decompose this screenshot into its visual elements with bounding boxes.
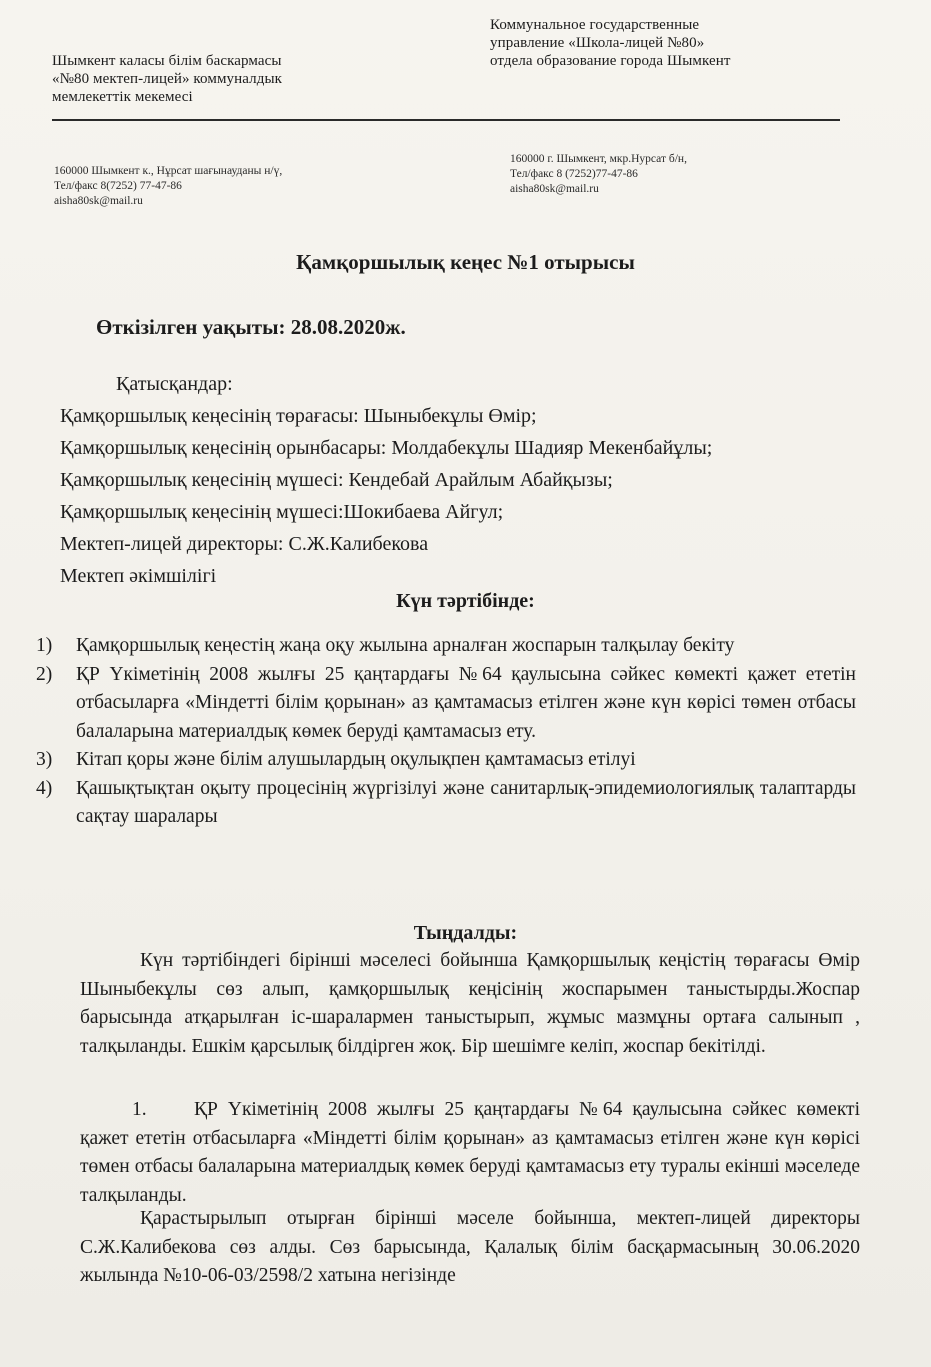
heard-heading: Тыңдалды: (413, 922, 518, 944)
paragraph-text: ҚР Үкіметінің 2008 жылғы 25 қаңтардағы №64 қаулысына сәйкес көмекті қажет ететін отбасыларға «Міндетті білім қорынан» аз қамтамасыз етілген және күн көрісі төмен отбасы балаларына материалдық көмек беруді қамтамасыз ету туралы екінші мәселеде талқыланды. (80, 1099, 860, 1206)
agenda-item-number: 2) (36, 663, 53, 685)
agenda-item (36, 775, 856, 832)
header-left-line: Шымкент каласы білім баскармасы (52, 53, 282, 69)
agenda-item (36, 746, 856, 775)
header-left-line: «№80 мектеп-лицей» коммуналдык (52, 71, 283, 87)
header-right-line: Коммунальное государственные (490, 17, 700, 33)
participant-line: Мектеп әкімшілігі (60, 565, 217, 587)
address-right-line: 160000 г. Шымкент, мкр.Нурсат б/н, (510, 153, 687, 165)
agenda-item (36, 661, 856, 747)
agenda-item-text: Кітап қоры және білім алушылардың оқулықпен қамтамасыз етілуі (76, 749, 636, 770)
paragraph-number: 1. (132, 1099, 147, 1120)
header-kazakh (52, 52, 382, 106)
agenda-item-number: 3) (36, 749, 53, 770)
agenda-item-number: 1) (36, 635, 53, 656)
address-russian (510, 152, 810, 197)
meeting-date: Өткізілген уақыты: 28.08.2020ж. (96, 315, 406, 339)
header-left-line: мемлекеттік мекемесі (52, 89, 193, 105)
agenda-item-text: ҚР Үкіметінің 2008 жылғы 25 қаңтардағы №64 қаулысына сәйкес көмекті қажет ететін отбасыларға «Міндетті білім қорынан» аз қамтамасыз етілген және күн көрісі төмен отбасы балаларына материалдық көмек беруді қамтамасыз ету. (76, 663, 856, 742)
agenda-item-text: Қамқоршылық кеңестің жаңа оқу жылына арналған жоспарын талқылау бекіту (76, 635, 735, 656)
participants-heading: Қатысқандар: (116, 373, 233, 395)
document-title: Қамқоршылық кеңес №1 отырысы (296, 250, 635, 274)
participant-line: Қамқоршылық кеңесінің төрағасы: Шыныбекұлы Өмір; (60, 405, 537, 427)
address-left-line: 160000 Шымкент к., Нұрсат шағынауданы н/ү, (54, 165, 283, 177)
agenda-item (36, 632, 856, 661)
heard-paragraph-2 (80, 1096, 860, 1210)
address-left-email: aisha80sk@mail.ru (54, 195, 143, 207)
header-right-line: управление «Школа-лицей №80» (490, 35, 705, 51)
heard-paragraph-1: Күн тәртібіндегі бірінші мәселесі бойынша Қамқоршылық кеңістің төрағасы Өмір Шыныбекұлы сөз алып, қамқоршылық кеңісінің жоспарымен таныстырды.Жоспар барысында атқарылған іс-шаралармен таныстырып, жұмыс мазмұны ортаға салынып , талқыланды. Ешкім қарсылық білдірген жоқ. Бір шешімге келіп, жоспар бекітілді. (80, 950, 860, 1057)
agenda-item-number: 4) (36, 777, 53, 799)
header-right-line: отдела образование города Шымкент (490, 53, 731, 69)
participant-line: Мектеп-лицей директоры: С.Ж.Калибекова (60, 533, 429, 555)
participant-line: Қамқоршылық кеңесінің орынбасары: Молдабекұлы Шадияр Мекенбайұлы; (60, 437, 713, 459)
participant-line: Қамқоршылық кеңесінің мүшесі:Шокибаева Айгул; (60, 501, 504, 523)
agenda-heading: Күн тәртібінде: (396, 590, 535, 612)
agenda-list (36, 632, 856, 832)
heard-paragraph-3: Қарастырылып отырған бірінші мәселе бойынша, мектеп-лицей директоры С.Ж.Калибекова сөз алды. Сөз барысында, Қалалық білім басқармасының 30.06.2020 жылында №10-06-03/2598/2 хатына негізінде (80, 1208, 860, 1286)
address-left-line: Тел/факс 8(7252) 77-47-86 (54, 180, 182, 192)
agenda-item-text: Қашықтықтан оқыту процесінің жүргізілуі және санитарлық-эпидемиологиялық талаптарды сақтау шаралары (76, 777, 856, 827)
address-right-email: aisha80sk@mail.ru (510, 183, 599, 195)
header-russian (490, 16, 820, 70)
address-kazakh (54, 164, 374, 209)
header-divider (52, 119, 840, 121)
address-right-line: Тел/факс 8 (7252)77-47-86 (510, 168, 638, 180)
participants-list (60, 368, 712, 592)
participant-line: Қамқоршылық кеңесінің мүшесі: Кендебай Арайлым Абайқызы; (60, 469, 613, 491)
